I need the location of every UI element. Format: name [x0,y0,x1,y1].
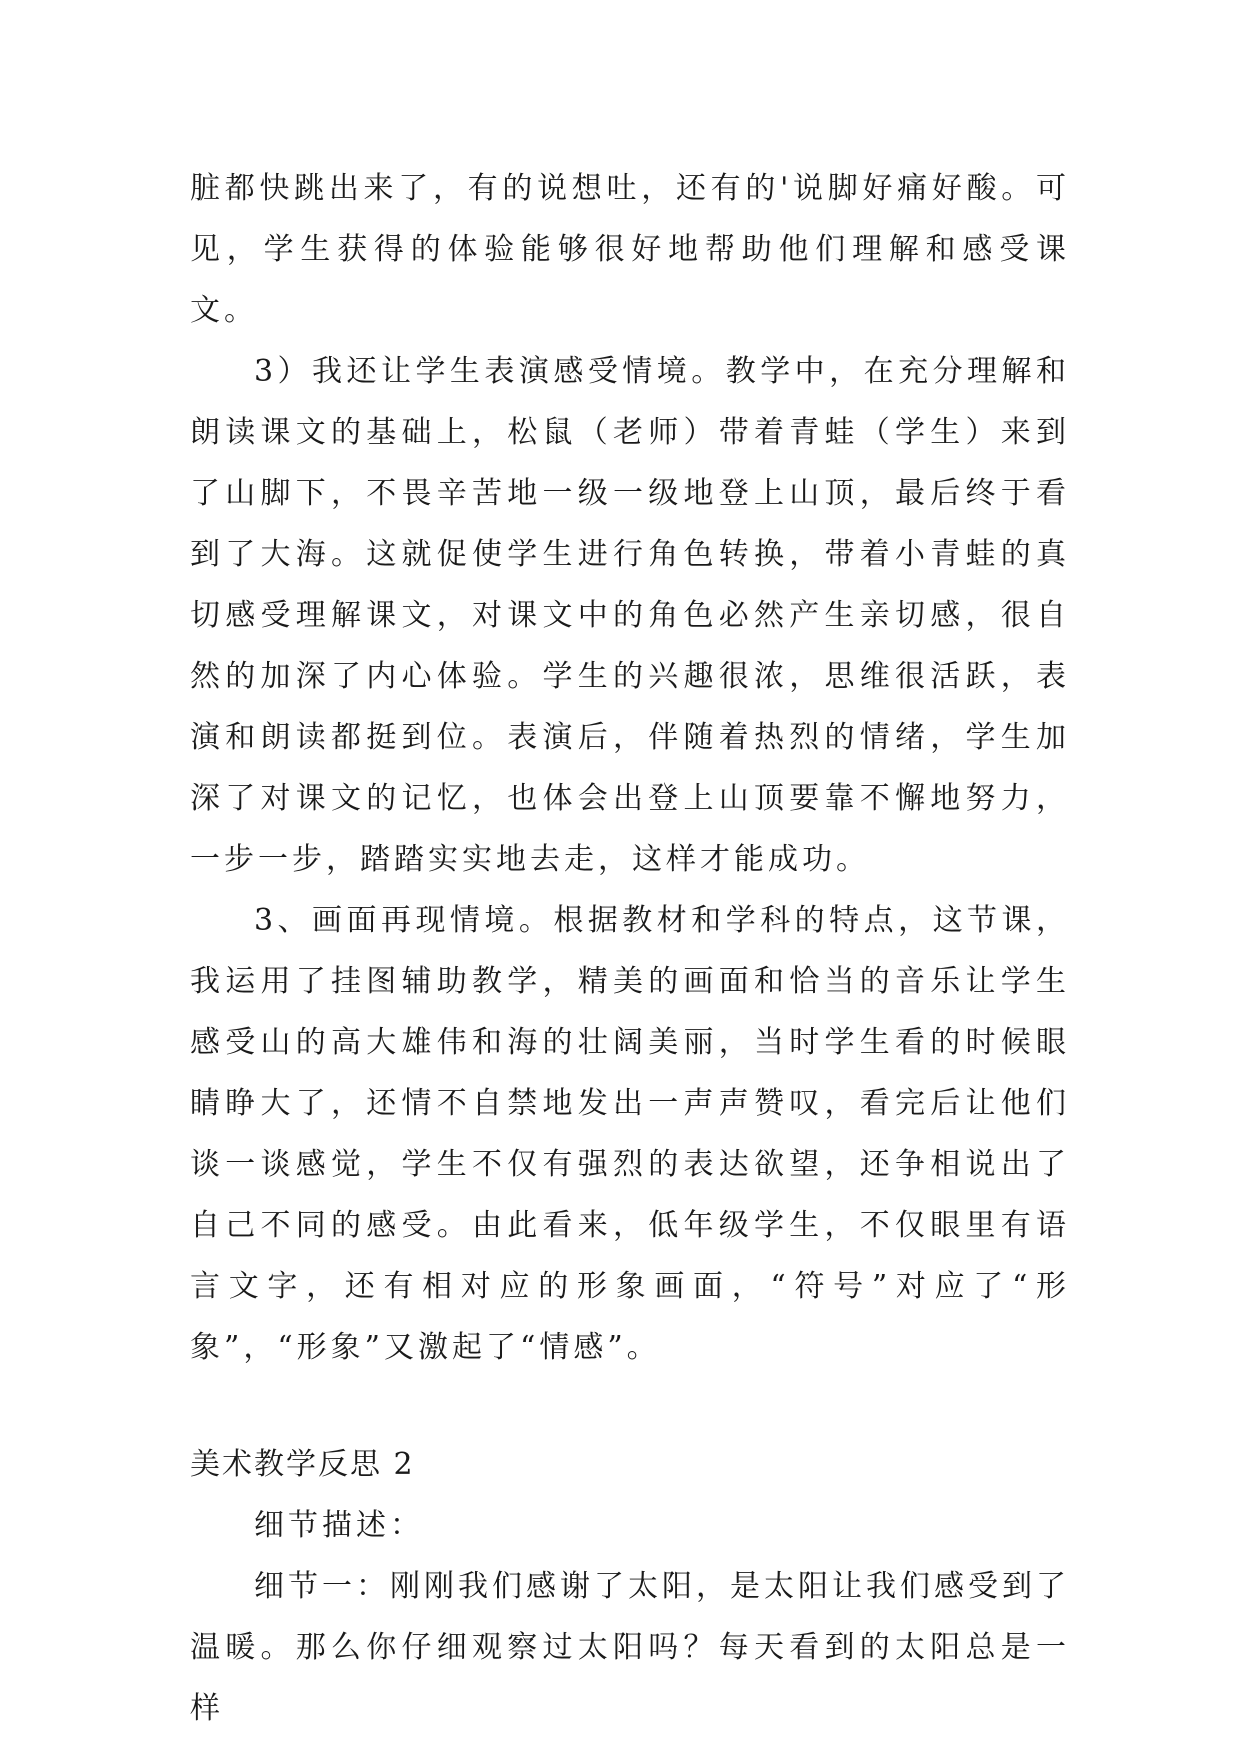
section-heading: 美术教学反思 2 [190,1447,415,1482]
paragraph-detail-one: 细节一：刚刚我们感谢了太阳，是太阳让我们感受到了温暖。那么你仔细观察过太阳吗？每天看到的太阳总是一样 [190,1569,1070,1726]
paragraph-role-play: 3）我还让学生表演感受情境。教学中，在充分理解和朗读课文的基础上，松鼠（老师）带着青蛙（学生）来到了山脚下，不畏辛苦地一级一级地登上山顶，最后终于看到了大海。这就促使学生进行角色转换，带着小青蛙的真切感受理解课文，对课文中的角色必然产生亲切感，很自然的加深了内心体验。学生的兴趣很浓，思维很活跃，表演和朗读都挺到位。表演后，伴随着热烈的情绪，学生加深了对课文的记忆，也体会出登上山顶要靠不懈地努力，一步一步，踏踏实实地去走，这样才能成功。 [190,354,1070,877]
paragraph-continuation: 脏都快跳出来了，有的说想吐，还有的'说脚好痛好酸。可见，学生获得的体验能够很好地帮助他们理解和感受课文。 [190,171,1070,328]
paragraph-picture-scene: 3、画面再现情境。根据教材和学科的特点，这节课，我运用了挂图辅助教学，精美的画面和恰当的音乐让学生感受山的高大雄伟和海的壮阔美丽，当时学生看的时候眼睛睁大了，还情不自禁地发出一声声赞叹，看完后让他们谈一谈感觉，学生不仅有强烈的表达欲望，还争相说出了自己不同的感受。由此看来，低年级学生，不仅眼里有语言文字，还有相对应的形象画面，“符号”对应了“形象”，“形象”又激起了“情感”。 [190,903,1070,1365]
section-spacer [190,1378,1070,1434]
section-subheading: 细节描述： [254,1508,424,1543]
document-body [190,158,1070,1739]
